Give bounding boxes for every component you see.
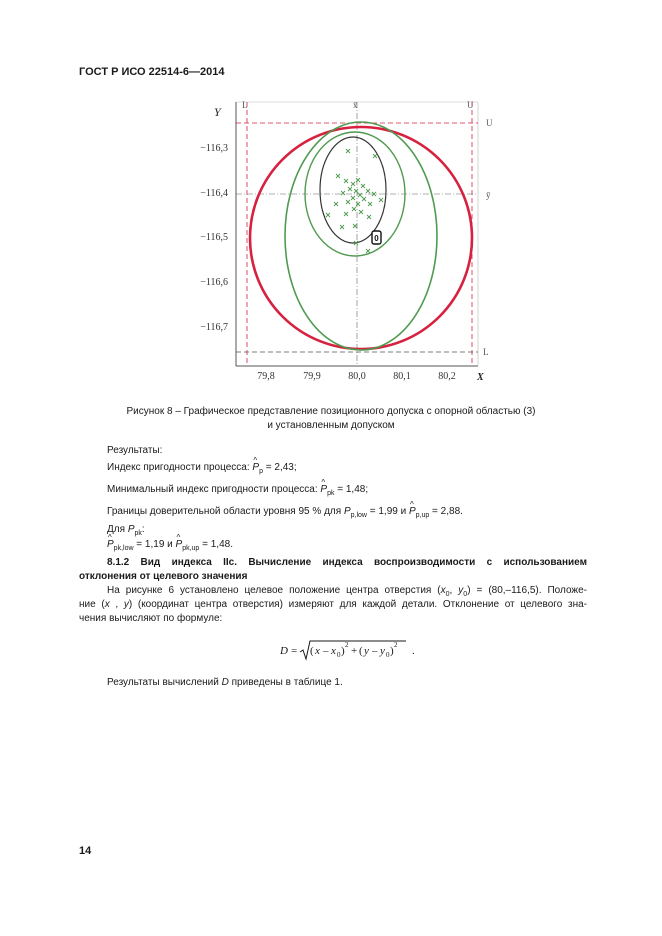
p1-y0: y xyxy=(458,585,464,596)
formula-y0: y xyxy=(380,645,385,657)
result-pk-bounds xyxy=(107,538,587,556)
y-tick-label: −116,7 xyxy=(200,322,228,333)
ppk-symbol: ^ P xyxy=(320,483,327,497)
pk-up-symbol: ^ P xyxy=(176,538,183,552)
x-tick-label: 80,0 xyxy=(348,371,366,382)
figure-caption-line2: и установленным допуском xyxy=(267,420,395,431)
ref-var: D xyxy=(221,677,229,688)
ci-low-subscript: p,low xyxy=(350,512,367,519)
result-confidence xyxy=(107,505,587,523)
document-header: ГОСТ Р ИСО 22514-6—2014 xyxy=(79,66,225,78)
formula-lhs: D xyxy=(280,645,288,657)
p1-x0: x xyxy=(440,585,446,596)
ref-after: приведены в таблице 1. xyxy=(231,677,343,688)
pp-label: Индекс пригодности процесса: xyxy=(107,462,250,473)
section-heading: 8.1.2 Вид индекса IIc. Вычисление индекса воспроизводимости с использованием xyxy=(107,557,587,568)
inner-dark-ellipse xyxy=(320,137,386,243)
U-right-label: U xyxy=(486,118,493,128)
formula-x: x xyxy=(315,645,320,657)
ci-p-hat-symbol: ^ P xyxy=(409,505,416,519)
p1-comma: , xyxy=(449,585,459,596)
ci-low-value: = 1,99 и xyxy=(369,506,407,517)
formula-y: y xyxy=(364,645,369,657)
y-tick-label: −116,3 xyxy=(200,143,228,154)
L-right-label: L xyxy=(483,347,489,357)
x-tick-label: 79,8 xyxy=(257,371,275,382)
formula-tail: . xyxy=(412,645,415,657)
outer-green-ellipse xyxy=(285,122,437,350)
p1-text-b: ) = (80,–116,5). Положе- xyxy=(467,585,587,596)
p2-text-b: ) (координат центра отверстия) измеряют для каждой детали. Отклонение от целевого зна- xyxy=(128,599,587,610)
for-label: Для xyxy=(107,524,126,535)
p2-y: y xyxy=(123,599,129,610)
formula-plus: + xyxy=(351,645,358,657)
x-axis-letter: X xyxy=(477,372,484,383)
formula-minus-2: – xyxy=(372,645,378,657)
ci-label: Границы доверительной области уровня 95 % для xyxy=(107,506,342,517)
p1-text-a: На рисунке 6 установлено целевое положение центра отверстия ( xyxy=(107,585,441,596)
region-label: 0 xyxy=(374,234,379,243)
result-ppk xyxy=(107,483,587,501)
paragraph-line2 xyxy=(79,598,587,612)
formula-close-paren: ) xyxy=(341,645,345,657)
formula-x0-sub: 0 xyxy=(337,651,341,659)
figure-caption-line1: Рисунок 8 – Графическое представление позиционного допуска с опорной областью (3) xyxy=(126,406,536,417)
p1-x0-sub: 0 xyxy=(445,591,450,598)
ci-p-symbol: P xyxy=(343,506,351,517)
p2-mid: , xyxy=(109,599,124,610)
ppk-value: = 1,48; xyxy=(337,484,369,495)
p2-text-a: ние ( xyxy=(79,599,105,610)
pk-up-value: = 1,48. xyxy=(202,539,233,550)
formula-close-paren-2: ) xyxy=(390,645,394,657)
formula-minus: – xyxy=(323,645,329,657)
x-tick-label: 80,2 xyxy=(438,371,456,382)
y-tick-label: −116,6 xyxy=(200,277,228,288)
p2-x: x xyxy=(104,599,110,610)
for-subscript: pk xyxy=(134,530,142,537)
pk-low-value: = 1,19 и xyxy=(136,539,173,550)
formula-pow: 2 xyxy=(345,641,349,649)
pk-low-subscript: pk,low xyxy=(113,545,134,552)
for-symbol: P xyxy=(127,524,135,535)
U-top-label: U xyxy=(467,100,474,110)
ppk-subscript: pk xyxy=(327,490,335,497)
ci-up-value: = 2,88. xyxy=(432,506,463,517)
y-tick-label: −116,5 xyxy=(200,232,228,243)
pk-up-subscript: pk,up xyxy=(182,545,200,552)
formula-x0: x xyxy=(331,645,336,657)
ppk-label: Минимальный индекс пригодности процесса: xyxy=(107,484,318,495)
p1-y0-sub: 0 xyxy=(463,591,468,598)
formula-eq: = xyxy=(291,645,298,657)
tolerance-circle xyxy=(250,127,472,349)
results-title: Результаты: xyxy=(107,445,163,456)
page-number: 14 xyxy=(79,845,92,857)
x-tick-label: 80,1 xyxy=(393,371,411,382)
xbar-label: x̄ xyxy=(353,100,358,110)
pp-value: = 2,43; xyxy=(265,462,297,473)
y-tick-label: −116,4 xyxy=(200,188,228,199)
formula-pow-2: 2 xyxy=(394,641,398,649)
ybar-label: ȳ xyxy=(486,190,491,200)
position-tolerance-figure xyxy=(196,94,496,386)
ref-before: Результаты вычислений xyxy=(107,677,219,688)
y-axis-letter: Y xyxy=(214,105,221,119)
L-top-label: L xyxy=(242,100,248,110)
formula-open-paren: ( xyxy=(310,645,314,657)
paragraph-line3: чения вычисляют по формуле: xyxy=(79,613,223,624)
section-heading-cont: отклонения от целевого значения xyxy=(79,571,248,582)
formula-y0-sub: 0 xyxy=(386,651,390,659)
deviation-formula xyxy=(278,636,428,664)
ci-up-subscript: p,up xyxy=(415,512,430,519)
pp-symbol: ^ P xyxy=(252,461,259,475)
pk-low-symbol: ^ P xyxy=(107,538,114,552)
formula-open-paren-2: ( xyxy=(359,645,363,657)
result-pp xyxy=(107,461,587,479)
for-colon: : xyxy=(141,524,145,535)
results-reference xyxy=(107,676,587,690)
x-tick-label: 79,9 xyxy=(303,371,321,382)
pp-subscript: p xyxy=(259,468,263,475)
